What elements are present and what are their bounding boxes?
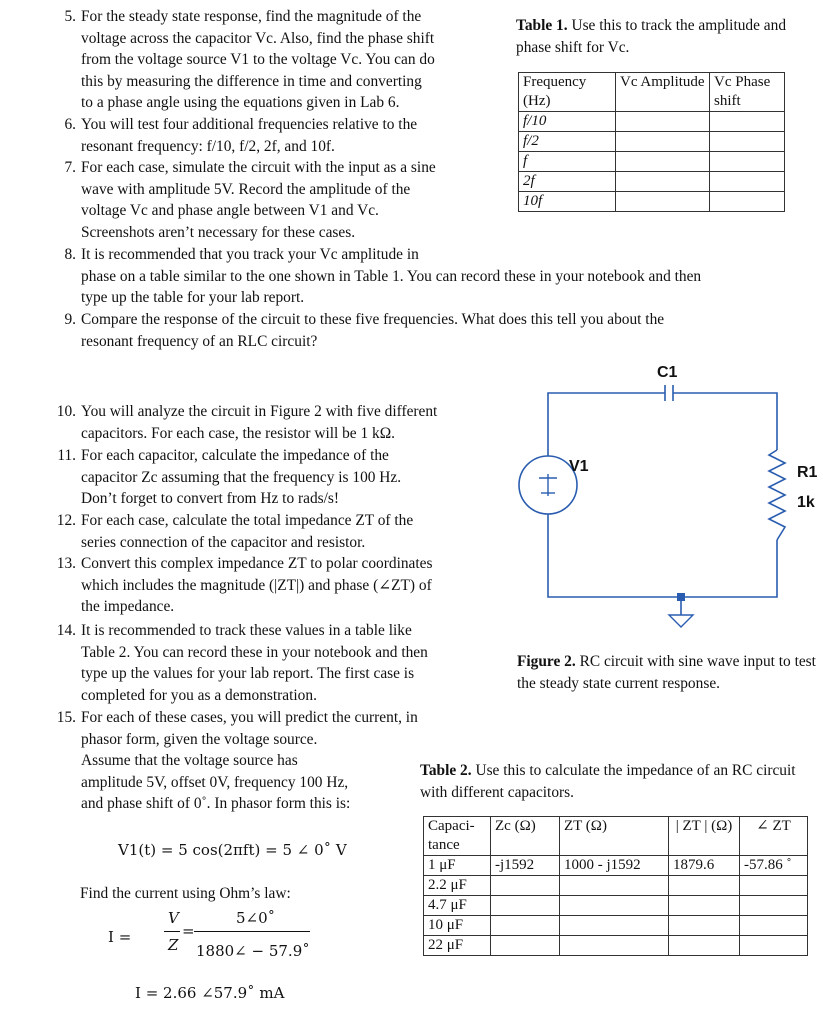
table-row: f/10: [519, 112, 785, 132]
label-r1: R1: [797, 464, 818, 481]
capacitor-c1: [665, 385, 673, 401]
item-text: It is recommended to track these values in a table like Table 2. You can record these in your notebook and then type up the values for your lab report. The first case is completed for you as a demonstration.: [81, 622, 428, 704]
equation-result: I = 2.66 ∠57.9˚ mA: [135, 984, 285, 1002]
table2-header-cell: ∠ ZT: [740, 817, 808, 856]
item-number: 11.: [57, 447, 76, 464]
table2-header: [424, 817, 808, 856]
label-r1-value: 1k: [797, 494, 815, 511]
table-row: 2f: [519, 172, 785, 192]
item-number: 6.: [64, 116, 76, 133]
circuit-diagram: [505, 355, 825, 635]
item-text: For the steady state response, find the magnitude of the voltage across the capacitor Vc. Also, find the phase shift from the voltage source V1 to the voltage Vc. You can do this by measuring the difference in time and converting to a phase angle using the equations given in Lab 6.: [81, 8, 435, 111]
item-number: 15.: [56, 709, 76, 726]
table-row: 4.7 μF: [424, 896, 808, 916]
table-row: f/2: [519, 132, 785, 152]
table2-header-cell: Zc (Ω): [491, 817, 560, 856]
item-text: It is recommended that you track your Vc amplitude in phase on a table similar to the one shown in Table 1. You can record these in your notebook and then type up the table for your lab report.: [81, 246, 702, 306]
table-row: 22 μF: [424, 936, 808, 956]
table-row: 10f: [519, 192, 785, 212]
item-number: 9.: [64, 311, 76, 328]
table-row: 2.2 μF: [424, 876, 808, 896]
item-text: Convert this complex impedance ZT to polar coordinates which includes the magnitude (|ZT|) and phase (∠ZT) of the impedance.: [81, 555, 433, 615]
item-number: 10.: [56, 403, 76, 420]
equation-find-text: Find the current using Ohm’s law:: [80, 885, 291, 902]
fraction-bar: [194, 931, 310, 932]
item-text: Compare the response of the circuit to these five frequencies. What does this tell you about the resonant frequency of an RLC circuit?: [81, 311, 665, 350]
table2-header-cell: ZT (Ω): [560, 817, 669, 856]
equation-v1: V1(t) = 5 cos(2πft) = 5 ∠ 0˚ V: [118, 841, 347, 859]
figure2-caption: Figure 2. RC circuit with sine wave input to test the steady state current response.: [517, 653, 816, 692]
table1-caption: Table 1. Use this to track the amplitude and phase shift for Vc.: [516, 17, 787, 56]
table2-header-cell: | ZT | (Ω): [669, 817, 740, 856]
table1-header-cell: Vc Phase shift: [710, 73, 785, 112]
table2-header-cell: Capaci-tance: [424, 817, 491, 856]
item-text: You will test four additional frequencies relative to the resonant frequency: f/10, f/2, 2f, and 10f.: [81, 116, 418, 155]
fraction-bar: [164, 931, 180, 932]
table1: [518, 72, 785, 212]
table1-header-cell: Frequency (Hz): [519, 73, 616, 112]
table-row: f: [519, 152, 785, 172]
label-c1: C1: [657, 364, 678, 381]
item-number: 14.: [56, 622, 76, 639]
item-number: 13.: [56, 555, 76, 572]
item-text: For each case, simulate the circuit with the input as a sine wave with amplitude 5V. Record the amplitude of the voltage Vc and phase angle between V1 and Vc. Screenshots aren’t necessary for these cases.: [81, 159, 436, 241]
table1-header-cell: Vc Amplitude: [616, 73, 710, 112]
label-v1: V1: [569, 458, 589, 475]
table-row: 1 μF -j1592 1000 - j1592 1879.6 -57.86 ˚: [424, 856, 808, 876]
table2: [423, 816, 808, 956]
resistor-r1: [769, 450, 785, 540]
table-row: 10 μF: [424, 916, 808, 936]
item-number: 12.: [56, 512, 76, 529]
item-number: 8.: [64, 246, 76, 263]
item-number: 5.: [64, 8, 76, 25]
item-text: You will analyze the circuit in Figure 2 with five different capacitors. For each case, the resistor will be 1 kΩ.: [81, 403, 438, 442]
table2-caption: Table 2. Use this to calculate the impedance of an RC circuit with different capacitors.: [420, 762, 796, 801]
item-text: For each case, calculate the total impedance ZT of the series connection of the capacitor and resistor.: [81, 512, 414, 551]
equation-ohms-law: I = V Z = 5∠0˚ 1880∠ − 57.9˚: [108, 909, 310, 960]
circuit-wires: [548, 393, 777, 615]
item-number: 7.: [64, 159, 76, 176]
table1-header: [519, 73, 785, 112]
item-text: For each capacitor, calculate the impedance of the capacitor Zc assuming that the frequency is 100 Hz. Don’t forget to convert from Hz to rads/s!: [81, 447, 402, 507]
item-text: For each of these cases, you will predict the current, in phasor form, given the voltage source. Assume that the voltage source has amplitude 5V, offset 0V, frequency 100 Hz, and phase shift of 0˚. In phasor form this is:: [81, 709, 418, 812]
